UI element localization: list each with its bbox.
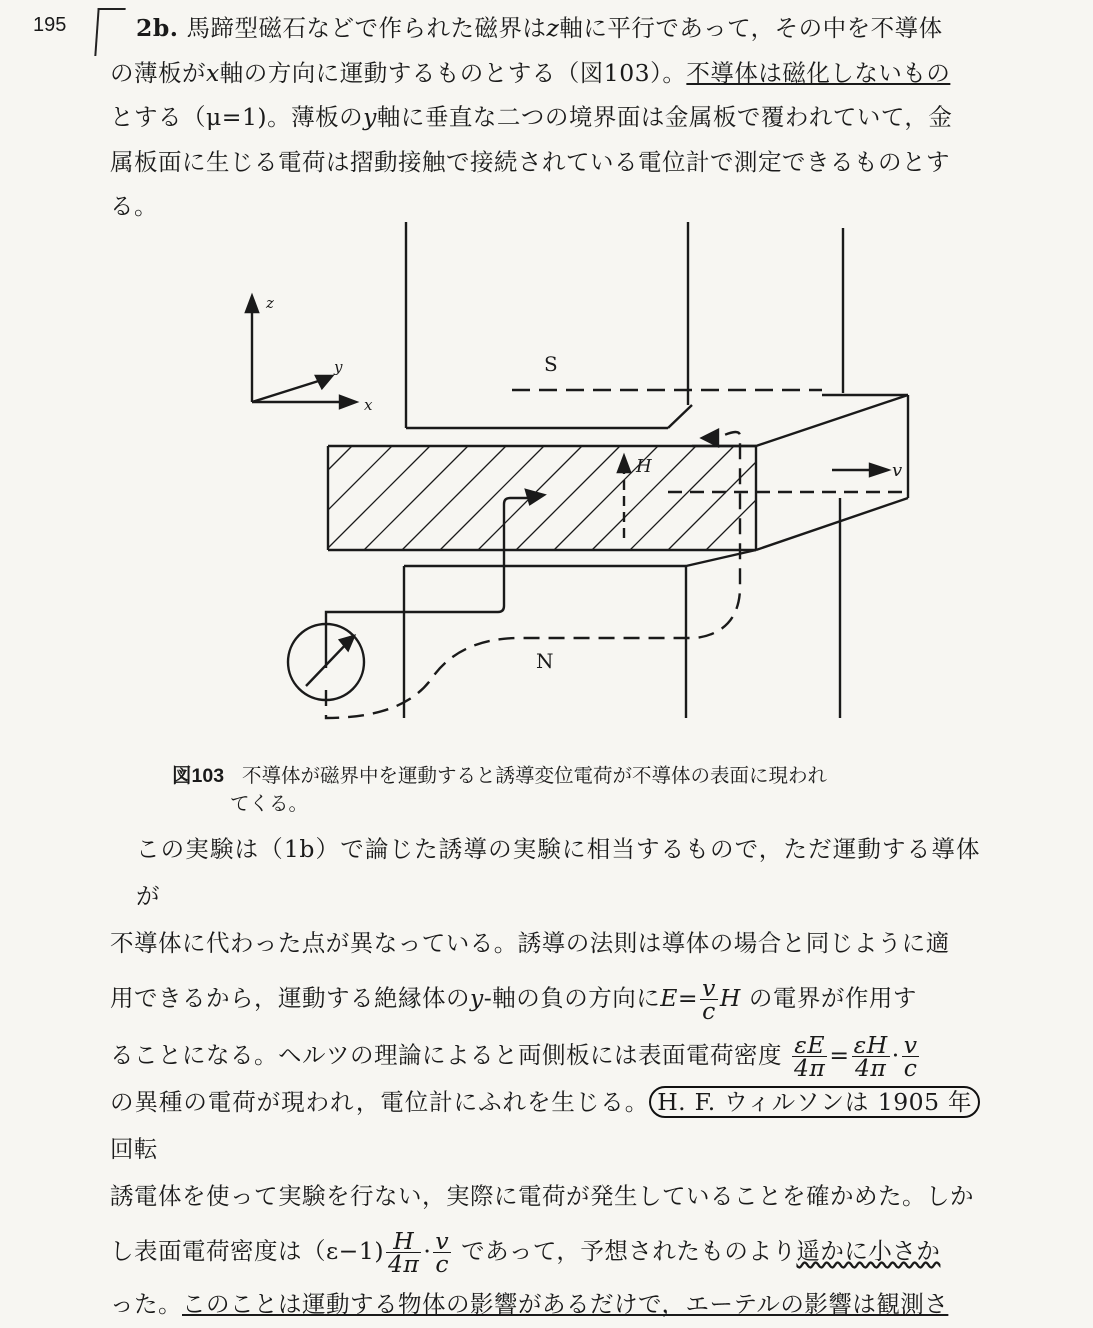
text-line: った。 (110, 1290, 182, 1318)
fraction-eE-4pi: $\frac{\varepsilon E}{4\pi}$ (793, 1031, 826, 1082)
text-line: 誘電体を使って実験を行ない，実際に電荷が発生していることを確かめた。しか (110, 1182, 974, 1210)
axis-z-ref: z (546, 14, 560, 42)
equation-h: H (719, 984, 741, 1012)
wire-front-arrow (526, 490, 544, 504)
label-x: x (364, 396, 373, 414)
x-axis-arrow (340, 396, 356, 408)
figure-caption (172, 762, 932, 818)
dot-operator: · (891, 1041, 900, 1069)
text-line: の薄板が (110, 58, 206, 87)
text-line: 馬蹄型磁石などで作られた磁界は (186, 14, 547, 42)
h-field-arrowhead (618, 456, 630, 472)
plate-bottom-right-edge (756, 498, 908, 550)
z-axis-arrow (246, 296, 258, 312)
text-line: 属板面に生じる電荷は摺動接触で接続されている電位計で測定できるものとす (110, 147, 950, 176)
axis-y-ref: y (470, 984, 484, 1012)
text-line: ることになる。ヘルツの理論によると両側板には表面電荷密度 (110, 1041, 782, 1069)
label-z: z (266, 294, 274, 312)
plate-hatching (328, 446, 756, 550)
wire-back-arrow (702, 430, 718, 446)
magnet-s-bottom-slant (668, 405, 692, 428)
fraction-v-c-3: $\frac{v}{c}$ (435, 1227, 450, 1278)
text-line: る。 (110, 192, 158, 220)
caption-label: 図103 (172, 765, 225, 787)
underlined-text: 不導体は磁化しないもの (686, 58, 951, 87)
label-s-pole: S (544, 352, 558, 376)
v-arrowhead (870, 464, 888, 476)
text-line: 回転 (110, 1135, 158, 1163)
equation-e: E= (660, 984, 699, 1012)
equals-sign: = (829, 1041, 850, 1069)
underlined-text: このことは運動する物体の影響があるだけで，エーテルの影響は観測さ (182, 1290, 949, 1318)
label-y: y (334, 358, 343, 376)
text-line: 軸に垂直な二つの境界面は金属板で覆われていて，金 (376, 103, 953, 131)
label-h: H (636, 456, 652, 477)
label-v: v (892, 460, 903, 481)
text-line: 軸の方向に運動するものとする（図103）。 (219, 58, 687, 87)
fraction-eH-4pi: $\frac{\varepsilon H}{4\pi}$ (853, 1031, 888, 1082)
text-line: -軸の負の方向に (483, 984, 661, 1012)
fraction-v-c: $\frac{v}{c}$ (702, 974, 716, 1025)
underlined-text: 遥かに小さか (796, 1237, 941, 1265)
text-line: の異種の電荷が現われ，電位計にふれを生じる。 (110, 1088, 650, 1116)
text-line: であって，予想されたものより (461, 1237, 797, 1265)
fraction-h-4pi: $\frac{H}{4\pi}$ (387, 1227, 420, 1278)
text-line: 用できるから，運動する絶縁体の (110, 984, 470, 1012)
fraction-v-c-2: $\frac{v}{c}$ (903, 1031, 918, 1082)
page-number: 195 (33, 14, 67, 36)
y-axis-arrow (316, 376, 332, 388)
label-n-pole: N (536, 649, 554, 673)
y-axis-line (252, 378, 328, 402)
caption-text-cont: てくる。 (230, 792, 309, 815)
wire-back (326, 432, 740, 718)
dot-operator: · (423, 1237, 432, 1265)
magnet-n-slant (686, 550, 756, 566)
axis-y-ref: y (363, 103, 377, 131)
circled-annotation: H. F. ウィルソンは 1905 年 (649, 1086, 980, 1118)
text-line: の電界が作用す (748, 984, 917, 1012)
axis-x-ref: x (206, 58, 220, 87)
electrometer-needle (306, 640, 350, 686)
text-line: とする（μ=1)。薄板の (110, 103, 364, 131)
text-line: この実験は（1b）で論じた誘導の実験に相当するもので，ただ運動する導体が (136, 835, 980, 910)
section-label: 2b. (136, 14, 179, 42)
text-line: 軸に平行であって，その中を不導体 (559, 14, 943, 42)
text-line: し表面電荷密度は（ε−1) (110, 1237, 384, 1265)
body-paragraph (110, 826, 980, 1328)
plate-top-right-edge (756, 395, 908, 446)
text-line: 不導体に代わった点が異なっている。誘導の法則は導体の場合と同じように適 (110, 929, 950, 957)
caption-text: 不導体が磁界中を運動すると誘導変位電荷が不導体の表面に現われ (242, 764, 828, 787)
